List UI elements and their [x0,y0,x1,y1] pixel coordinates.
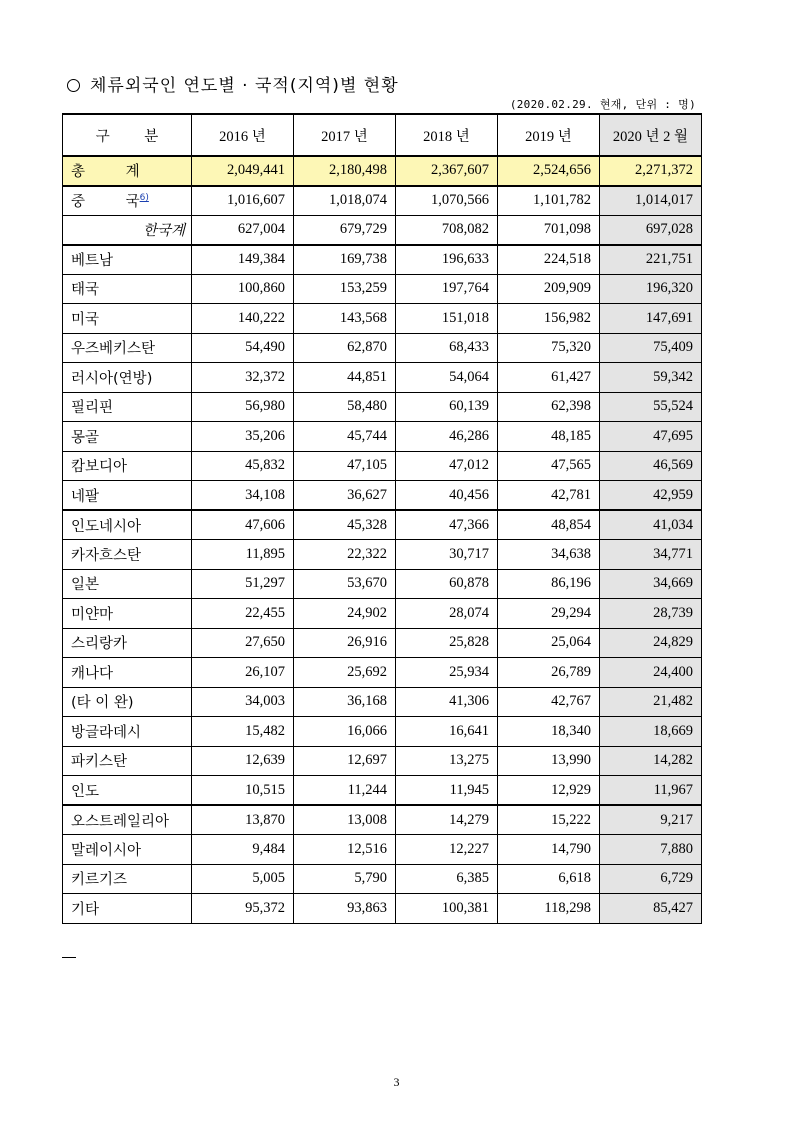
value-cell: 196,320 [600,274,702,304]
value-cell: 13,870 [192,805,294,835]
table-row [63,717,702,747]
value-cell: 147,691 [600,304,702,334]
value-cell: 5,790 [294,864,396,894]
value-cell: 75,320 [498,333,600,363]
header-2017: 2017 년 [294,114,396,156]
value-cell: 2,049,441 [192,156,294,186]
row-label [63,363,192,393]
table-row [63,599,702,629]
table-row [63,687,702,717]
value-cell: 93,863 [294,894,396,924]
row-label-text: 태국 [71,282,100,299]
table-row [63,628,702,658]
value-cell: 35,206 [192,422,294,452]
table-row [63,186,702,216]
value-cell: 25,064 [498,628,600,658]
value-cell: 12,639 [192,746,294,776]
value-cell: 41,306 [396,687,498,717]
value-cell: 46,286 [396,422,498,452]
table-row [63,274,702,304]
value-cell: 14,282 [600,746,702,776]
value-cell: 12,929 [498,776,600,806]
title-text: 체류외국인 연도별 · 국적(지역)별 현황 [90,76,399,96]
value-cell: 1,070,566 [396,186,498,216]
row-label-text: 한국계 [142,223,185,239]
row-label [63,569,192,599]
value-cell: 47,695 [600,422,702,452]
value-cell: 48,854 [498,510,600,540]
row-label [63,599,192,629]
row-label-text: 키르기즈 [71,872,128,889]
table-row [63,363,702,393]
value-cell: 26,107 [192,658,294,688]
value-cell: 6,385 [396,864,498,894]
value-cell: 60,878 [396,569,498,599]
value-cell: 42,959 [600,481,702,511]
foreign-residents-table [62,113,702,924]
value-cell: 169,738 [294,245,396,275]
value-cell: 18,340 [498,717,600,747]
value-cell: 16,066 [294,717,396,747]
value-cell: 1,014,017 [600,186,702,216]
row-label [63,274,192,304]
value-cell: 1,016,607 [192,186,294,216]
row-label [63,805,192,835]
value-cell: 12,697 [294,746,396,776]
table-row [63,864,702,894]
row-label-text: 네팔 [71,488,100,505]
value-cell: 47,105 [294,451,396,481]
value-cell: 25,828 [396,628,498,658]
header-2019: 2019 년 [498,114,600,156]
value-cell: 61,427 [498,363,600,393]
value-cell: 25,692 [294,658,396,688]
value-cell: 2,180,498 [294,156,396,186]
row-label [63,422,192,452]
value-cell: 24,902 [294,599,396,629]
value-cell: 224,518 [498,245,600,275]
value-cell: 54,490 [192,333,294,363]
row-label [63,304,192,334]
value-cell: 47,366 [396,510,498,540]
value-cell: 34,771 [600,540,702,570]
value-cell: 627,004 [192,215,294,245]
row-label-text: 기타 [71,901,100,918]
row-label [63,510,192,540]
value-cell: 13,275 [396,746,498,776]
table-row [63,333,702,363]
value-cell: 196,633 [396,245,498,275]
row-label [63,894,192,924]
row-label-text: 미국 [71,311,100,328]
row-label [63,451,192,481]
value-cell: 54,064 [396,363,498,393]
header-row [63,114,702,156]
value-cell: 25,934 [396,658,498,688]
value-cell: 14,279 [396,805,498,835]
value-cell: 13,990 [498,746,600,776]
value-cell: 5,005 [192,864,294,894]
table-row [63,451,702,481]
row-label-text: 카자흐스탄 [71,547,142,564]
value-cell: 197,764 [396,274,498,304]
value-cell: 68,433 [396,333,498,363]
value-cell: 18,669 [600,717,702,747]
value-cell: 12,227 [396,835,498,865]
row-label-text: 캐나다 [71,665,114,682]
value-cell: 26,789 [498,658,600,688]
table-row [63,658,702,688]
value-cell: 58,480 [294,392,396,422]
value-cell: 62,870 [294,333,396,363]
value-cell: 46,569 [600,451,702,481]
row-label-text: 러시아(연방) [71,370,153,387]
row-label-text: 캄보디아 [71,459,128,476]
value-cell: 153,259 [294,274,396,304]
table-row [63,304,702,334]
value-cell: 30,717 [396,540,498,570]
value-cell: 1,101,782 [498,186,600,216]
value-cell: 2,524,656 [498,156,600,186]
value-cell: 85,427 [600,894,702,924]
value-cell: 1,018,074 [294,186,396,216]
value-cell: 22,455 [192,599,294,629]
header-category: 구 분 [63,114,192,156]
row-label [63,776,192,806]
value-cell: 12,516 [294,835,396,865]
value-cell: 151,018 [396,304,498,334]
row-label-text: 몽골 [71,429,100,446]
row-label [63,717,192,747]
table-row [63,805,702,835]
value-cell: 34,108 [192,481,294,511]
value-cell: 100,381 [396,894,498,924]
value-cell: 22,322 [294,540,396,570]
row-label [63,835,192,865]
row-label [63,481,192,511]
value-cell: 41,034 [600,510,702,540]
section-title [67,71,399,96]
value-cell: 36,168 [294,687,396,717]
row-label [63,864,192,894]
row-label [63,540,192,570]
row-label-text: 중 국 [71,194,140,210]
value-cell: 11,895 [192,540,294,570]
value-cell: 24,829 [600,628,702,658]
value-cell: 221,751 [600,245,702,275]
value-cell: 6,618 [498,864,600,894]
value-cell: 11,967 [600,776,702,806]
value-cell: 32,372 [192,363,294,393]
row-label [63,746,192,776]
row-label [63,658,192,688]
value-cell: 47,012 [396,451,498,481]
value-cell: 56,980 [192,392,294,422]
value-cell: 15,222 [498,805,600,835]
row-label-text: 필리핀 [71,400,114,417]
value-cell: 47,565 [498,451,600,481]
value-cell: 28,074 [396,599,498,629]
value-cell: 679,729 [294,215,396,245]
value-cell: 10,515 [192,776,294,806]
value-cell: 9,217 [600,805,702,835]
value-cell: 53,670 [294,569,396,599]
row-label [63,245,192,275]
row-label-text: 미얀마 [71,606,114,623]
value-cell: 24,400 [600,658,702,688]
table-body [63,156,702,923]
value-cell: 45,328 [294,510,396,540]
row-label [63,186,192,216]
value-cell: 100,860 [192,274,294,304]
value-cell: 55,524 [600,392,702,422]
page-number: 3 [393,1075,400,1089]
row-label-text: 우즈베키스탄 [71,341,156,358]
header-2016: 2016 년 [192,114,294,156]
table-row [63,540,702,570]
row-label-text: 오스트레일리아 [71,813,170,830]
value-cell: 11,244 [294,776,396,806]
value-cell: 86,196 [498,569,600,599]
value-cell: 701,098 [498,215,600,245]
table-row [63,215,702,245]
row-label-text: 인도 [71,783,100,800]
value-cell: 11,945 [396,776,498,806]
value-cell: 156,982 [498,304,600,334]
value-cell: 143,568 [294,304,396,334]
footnote-link[interactable]: 6) [139,193,149,203]
value-cell: 45,832 [192,451,294,481]
value-cell: 118,298 [498,894,600,924]
header-2018: 2018 년 [396,114,498,156]
value-cell: 42,767 [498,687,600,717]
value-cell: 27,650 [192,628,294,658]
table-row [63,835,702,865]
table-row [63,776,702,806]
row-label-text: 총 계 [71,164,140,181]
row-label [63,392,192,422]
value-cell: 34,669 [600,569,702,599]
value-cell: 51,297 [192,569,294,599]
table-end-mark [62,957,76,959]
value-cell: 140,222 [192,304,294,334]
table-row [63,746,702,776]
value-cell: 44,851 [294,363,396,393]
value-cell: 34,003 [192,687,294,717]
value-cell: 42,781 [498,481,600,511]
value-cell: 75,409 [600,333,702,363]
value-cell: 697,028 [600,215,702,245]
circle-bullet-icon [67,79,80,92]
value-cell: 62,398 [498,392,600,422]
value-cell: 59,342 [600,363,702,393]
value-cell: 13,008 [294,805,396,835]
row-label-text: (타 이 완) [71,695,134,712]
table-row [63,422,702,452]
value-cell: 45,744 [294,422,396,452]
value-cell: 209,909 [498,274,600,304]
table-row [63,156,702,186]
row-label-text: 방글라데시 [71,724,142,741]
value-cell: 48,185 [498,422,600,452]
value-cell: 15,482 [192,717,294,747]
value-cell: 6,729 [600,864,702,894]
row-label [63,628,192,658]
unit-note: (2020.02.29. 현재, 단위 : 명) [509,98,696,111]
value-cell: 7,880 [600,835,702,865]
row-label [63,687,192,717]
value-cell: 34,638 [498,540,600,570]
value-cell: 26,916 [294,628,396,658]
table-row [63,894,702,924]
value-cell: 14,790 [498,835,600,865]
row-label-text: 파키스탄 [71,754,128,771]
row-label-text: 스리랑카 [71,636,128,653]
value-cell: 47,606 [192,510,294,540]
row-label [63,156,192,186]
row-label [63,333,192,363]
table-row [63,245,702,275]
value-cell: 36,627 [294,481,396,511]
table-row [63,569,702,599]
row-label-text: 말레이시아 [71,842,142,859]
value-cell: 9,484 [192,835,294,865]
value-cell: 28,739 [600,599,702,629]
value-cell: 16,641 [396,717,498,747]
value-cell: 95,372 [192,894,294,924]
value-cell: 2,367,607 [396,156,498,186]
row-label-text: 인도네시아 [71,518,142,535]
value-cell: 2,271,372 [600,156,702,186]
value-cell: 149,384 [192,245,294,275]
value-cell: 29,294 [498,599,600,629]
table-row [63,510,702,540]
header-2020-feb: 2020 년 2 월 [600,114,702,156]
table-row [63,392,702,422]
value-cell: 60,139 [396,392,498,422]
value-cell: 40,456 [396,481,498,511]
table-row [63,481,702,511]
value-cell: 21,482 [600,687,702,717]
value-cell: 708,082 [396,215,498,245]
row-label-text: 베트남 [71,253,114,269]
row-label [63,215,192,245]
row-label-text: 일본 [71,577,100,594]
